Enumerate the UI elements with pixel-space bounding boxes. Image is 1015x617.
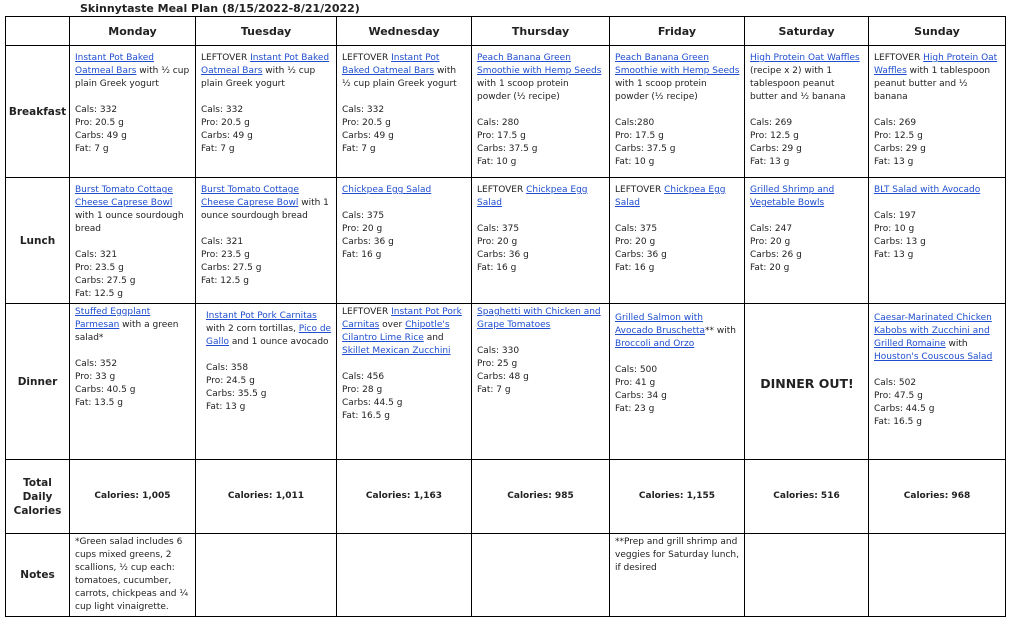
recipe-link[interactable]: Peach Banana Green Smoothie with Hemp Seeds bbox=[615, 53, 740, 76]
totals-row bbox=[6, 460, 1006, 534]
recipe-link[interactable]: Skillet Mexican Zucchini bbox=[342, 346, 451, 356]
lunch-cell-saturday: Grilled Shrimp and Vegetable Bowls Cals: 247 Pro: 20 g Carbs: 26 g Fat: 20 g bbox=[745, 178, 869, 304]
recipe-link[interactable]: Broccoli and Orzo bbox=[615, 339, 695, 349]
notes-cell-saturday bbox=[745, 534, 869, 617]
dinner-cell-friday: Grilled Salmon with Avocado Bruschetta** with Broccoli and Orzo Cals: 500 Pro: 41 g Carbs: 34 g Fat: 23 g bbox=[610, 304, 745, 460]
breakfast-cell-friday: Peach Banana Green Smoothie with Hemp Seeds with 1 scoop protein powder (½ recipe) Cals:280 Pro: 17.5 g Carbs: 37.5 g Fat: 10 g bbox=[610, 46, 745, 178]
notes-cell-friday: **Prep and grill shrimp and veggies for Saturday lunch, if desired bbox=[610, 534, 745, 617]
total-calories: Calories: 968 bbox=[869, 460, 1006, 534]
dinner-cell-sunday: Caesar-Marinated Chicken Kabobs with Zucchini and Grilled Romaine with Houston's Couscous Salad Cals: 502 Pro: 47.5 g Carbs: 44.5 g Fat: 16.5 g bbox=[869, 304, 1006, 460]
lunch-cell-monday: Burst Tomato Cottage Cheese Caprese Bowl with 1 ounce sourdough bread Cals: 321 Pro: 23.5 g Carbs: 27.5 g Fat: 12.5 g bbox=[70, 178, 196, 304]
day-header: Thursday bbox=[472, 17, 610, 46]
row-label-total: Total Daily Calories bbox=[6, 460, 70, 534]
day-header: Wednesday bbox=[337, 17, 472, 46]
recipe-link[interactable]: High Protein Oat Waffles bbox=[874, 53, 998, 76]
breakfast-cell-monday: Instant Pot Baked Oatmeal Bars with ½ cup plain Greek yogurt Cals: 332 Pro: 20.5 g Carbs: 49 g Fat: 7 g bbox=[70, 46, 196, 178]
recipe-link[interactable]: Stuffed Eggplant Parmesan bbox=[75, 307, 151, 330]
recipe-link[interactable]: Instant Pot Baked Oatmeal Bars bbox=[201, 53, 330, 76]
day-header: Sunday bbox=[869, 17, 1006, 46]
lunch-cell-thursday: LEFTOVER Chickpea Egg Salad Cals: 375 Pro: 20 g Carbs: 36 g Fat: 16 g bbox=[472, 178, 610, 304]
row-label-dinner: Dinner bbox=[6, 304, 70, 460]
recipe-link[interactable]: Grilled Shrimp and Vegetable Bowls bbox=[750, 185, 835, 208]
lunch-cell-tuesday: Burst Tomato Cottage Cheese Caprese Bowl with 1 ounce sourdough bread Cals: 321 Pro: 23.5 g Carbs: 27.5 g Fat: 12.5 g bbox=[196, 178, 337, 304]
dinner-cell-monday: Stuffed Eggplant Parmesan with a green salad* Cals: 352 Pro: 33 g Carbs: 40.5 g Fat: 13.5 g bbox=[70, 304, 196, 460]
dinner-cell-saturday: DINNER OUT! bbox=[745, 304, 869, 460]
recipe-link[interactable]: BLT Salad with Avocado bbox=[874, 185, 981, 195]
recipe-link[interactable]: Instant Pot Baked Oatmeal Bars bbox=[75, 53, 155, 76]
lunch-cell-sunday: BLT Salad with Avocado Cals: 197 Pro: 10 g Carbs: 13 g Fat: 13 g bbox=[869, 178, 1006, 304]
page-title: Skinnytaste Meal Plan (8/15/2022-8/21/2022) bbox=[80, 2, 360, 15]
day-header: Saturday bbox=[745, 17, 869, 46]
day-header: Friday bbox=[610, 17, 745, 46]
total-calories: Calories: 516 bbox=[745, 460, 869, 534]
meal-plan-table bbox=[5, 16, 1006, 617]
day-header: Tuesday bbox=[196, 17, 337, 46]
total-calories: Calories: 1,011 bbox=[196, 460, 337, 534]
row-label-breakfast: Breakfast bbox=[6, 46, 70, 178]
dinner-cell-thursday: Spaghetti with Chicken and Grape Tomatoes Cals: 330 Pro: 25 g Carbs: 48 g Fat: 7 g bbox=[472, 304, 610, 460]
recipe-link[interactable]: Peach Banana Green Smoothie with Hemp Seeds bbox=[477, 53, 602, 76]
total-calories: Calories: 1,005 bbox=[70, 460, 196, 534]
breakfast-cell-sunday: LEFTOVER High Protein Oat Waffles with 1 tablespoon peanut butter and ½ banana Cals: 269 Pro: 12.5 g Carbs: 29 g Fat: 13 g bbox=[869, 46, 1006, 178]
recipe-link[interactable]: Houston's Couscous Salad bbox=[874, 352, 993, 362]
dinner-row bbox=[6, 304, 1006, 460]
recipe-link[interactable]: Instant Pot Pork Carnitas bbox=[206, 311, 317, 321]
dinner-cell-wednesday: LEFTOVER Instant Pot Pork Carnitas over Chipotle's Cilantro Lime Rice and Skillet Mexican Zucchini Cals: 456 Pro: 28 g Carbs: 44.5 g Fat: 16.5 g bbox=[337, 304, 472, 460]
row-label-notes: Notes bbox=[6, 534, 70, 617]
header-row bbox=[6, 17, 1006, 46]
recipe-link[interactable]: High Protein Oat Waffles bbox=[750, 53, 860, 63]
breakfast-cell-thursday: Peach Banana Green Smoothie with Hemp Seeds with 1 scoop protein powder (½ recipe) Cals: 280 Pro: 17.5 g Carbs: 37.5 g Fat: 10 g bbox=[472, 46, 610, 178]
breakfast-cell-tuesday: LEFTOVER Instant Pot Baked Oatmeal Bars with ½ cup plain Greek yogurt Cals: 332 Pro: 20.5 g Carbs: 49 g Fat: 7 g bbox=[196, 46, 337, 178]
lunch-cell-friday: LEFTOVER Chickpea Egg Salad Cals: 375 Pro: 20 g Carbs: 36 g Fat: 16 g bbox=[610, 178, 745, 304]
recipe-link[interactable]: Chickpea Egg Salad bbox=[615, 185, 726, 208]
breakfast-cell-wednesday: LEFTOVER Instant Pot Baked Oatmeal Bars with ½ cup plain Greek yogurt Cals: 332 Pro: 20.5 g Carbs: 49 g Fat: 7 g bbox=[337, 46, 472, 178]
notes-cell-wednesday bbox=[337, 534, 472, 617]
total-calories: Calories: 985 bbox=[472, 460, 610, 534]
notes-cell-monday: *Green salad includes 6 cups mixed greens, 2 scallions, ½ cup each: tomatoes, cucumber, carrots, chickpeas and ¼ cup light vinaigrette. bbox=[70, 534, 196, 617]
recipe-link[interactable]: Chickpea Egg Salad bbox=[477, 185, 588, 208]
notes-cell-thursday bbox=[472, 534, 610, 617]
notes-cell-sunday bbox=[869, 534, 1006, 617]
breakfast-row bbox=[6, 46, 1006, 178]
recipe-link[interactable]: Burst Tomato Cottage Cheese Caprese Bowl bbox=[201, 185, 299, 208]
recipe-link[interactable]: Chipotle's Cilantro Lime Rice bbox=[342, 320, 450, 343]
lunch-row bbox=[6, 178, 1006, 304]
recipe-link[interactable]: Grilled Salmon with Avocado Bruschetta bbox=[615, 313, 706, 336]
recipe-link[interactable]: Spaghetti with Chicken and Grape Tomatoes bbox=[477, 307, 601, 330]
row-label-lunch: Lunch bbox=[6, 178, 70, 304]
recipe-link[interactable]: Caesar-Marinated Chicken Kabobs with Zucchini and Grilled Romaine bbox=[874, 313, 992, 349]
notes-cell-tuesday bbox=[196, 534, 337, 617]
dinner-cell-tuesday: Instant Pot Pork Carnitas with 2 corn tortillas, Pico de Gallo and 1 ounce avocado Cals: 358 Pro: 24.5 g Carbs: 35.5 g Fat: 13 g bbox=[196, 304, 337, 460]
notes-row bbox=[6, 534, 1006, 617]
day-header: Monday bbox=[70, 17, 196, 46]
total-calories: Calories: 1,163 bbox=[337, 460, 472, 534]
recipe-link[interactable]: Chickpea Egg Salad bbox=[342, 185, 432, 195]
recipe-link[interactable]: Burst Tomato Cottage Cheese Caprese Bowl bbox=[75, 185, 173, 208]
corner-cell bbox=[6, 17, 70, 46]
breakfast-cell-saturday: High Protein Oat Waffles (recipe x 2) with 1 tablespoon peanut butter and ½ banana Cals: 269 Pro: 12.5 g Carbs: 29 g Fat: 13 g bbox=[745, 46, 869, 178]
recipe-link[interactable]: Instant Pot Pork Carnitas bbox=[342, 307, 462, 330]
lunch-cell-wednesday: Chickpea Egg Salad Cals: 375 Pro: 20 g Carbs: 36 g Fat: 16 g bbox=[337, 178, 472, 304]
recipe-link[interactable]: Instant Pot Baked Oatmeal Bars bbox=[342, 53, 440, 76]
total-calories: Calories: 1,155 bbox=[610, 460, 745, 534]
recipe-link[interactable]: Pico de Gallo bbox=[206, 324, 332, 347]
